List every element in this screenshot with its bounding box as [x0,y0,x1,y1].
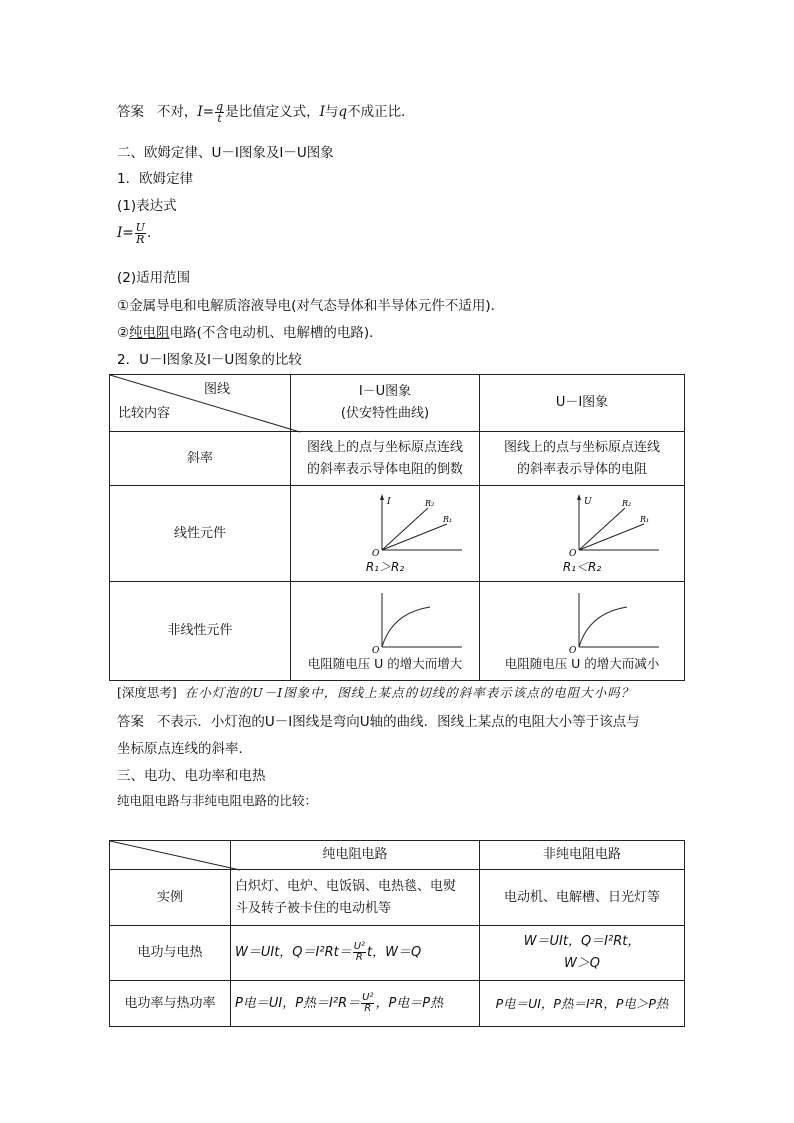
origin-label: O [372,646,380,656]
equals-sign: = [202,104,215,120]
origin-label: O [569,646,577,656]
ohm-formula [117,222,151,245]
fraction-q-over-t [215,101,224,124]
deep-answer-text-1: 不表示．小灯泡的U－I图线是弯向U轴的曲线．图线上某点的电阻大小等于该点与 [156,714,640,730]
table1-header-ui [480,375,685,432]
line-r2 [382,508,428,550]
work-nonpure-line2: W＞Q [563,956,601,971]
linear-ui-graph [527,492,650,559]
row-power-nonpure: P电＝UI，P热＝I²R，P电＞P热 [480,981,685,1027]
answer-text-post: 不成正比． [347,104,415,120]
subsection-ohm-law: 1．欧姆定律 [117,171,194,187]
section-3-intro: 纯电阻电路与非纯电阻电路的比较： [117,793,318,808]
pure-vs-nonpure-resistance-table [109,840,685,1027]
formula-den: R [136,233,145,246]
example-pure-line1: 白炽灯、电炉、电饭锅、电热毯、电熨 [235,878,457,894]
answer-label: 答案 [117,104,144,120]
linear-ui-caption: R₁＜R₂ [562,559,602,574]
header-ui-title: U－I图象 [555,395,609,410]
linear-iu-graph [330,492,453,559]
row-nonlinear-ui [480,582,685,681]
scope2-underlined: 纯电阻 [129,325,170,341]
origin-label: O [372,548,380,559]
slope-ui-line2: 的斜率表示导体的电阻 [516,461,647,477]
expression-label: (1)表达式 [117,198,177,214]
scope2-mark: ② [117,325,130,341]
table1-header-iu [291,375,480,432]
work-pure-a: W＝UIt，Q＝I²Rt＝ [235,945,352,960]
formula-dot: . [146,225,152,241]
line-r1 [382,524,447,550]
curve-label-R1: R₁ [443,514,453,524]
header-iu-subtitle: (伏安特性曲线) [340,406,430,421]
fraction-u2-over-r-2 [361,993,374,1014]
iu-ui-comparison-table [109,374,685,681]
row-linear-ui [480,486,685,582]
table2-header-nonpure: 非纯电阻电路 [480,841,685,870]
frac-den: t [217,112,222,125]
row-linear-iu [291,486,480,582]
slope-iu-line2: 的斜率表示导体电阻的倒数 [306,461,463,477]
scope2-rest: 电路(不含电动机、电解槽的电路)． [169,325,383,341]
axis-label-U: U [584,496,592,507]
power-pure-b: ，P电＝P热 [375,995,444,1011]
formula-num: U [135,221,145,234]
section-2-title: 二、欧姆定律、U－I图象及I－U图象 [117,145,334,161]
corner-top-label: 图线 [203,382,230,397]
row-example-label: 实例 [110,870,231,926]
scope-label: (2)适用范围 [117,270,191,286]
concave-curve [382,607,430,647]
deep-thinking-label: [深度思考] [117,685,177,700]
power-frac-num: U² [362,991,374,1003]
nonlinear-ui-graph [527,589,637,655]
curve-label-R2: R₂ [425,498,435,508]
frac-num: q [216,100,224,113]
var-q: q [338,104,348,120]
row-slope-ui [480,432,685,486]
deep-answer-line-2: 坐标原点连线的斜率． [117,741,252,757]
deep-answer-label: 答案 [117,714,144,730]
line-r1 [579,524,644,550]
axis-label-I: I [387,496,391,507]
row-power-pure [231,981,480,1027]
answer-text-pre: 不对， [156,104,198,120]
deep-thinking-question [117,683,634,701]
table2-corner-cell [110,841,231,870]
row-slope-label: 斜率 [110,432,291,486]
work-frac-den: R [355,952,363,963]
deep-answer-line-1 [117,710,640,730]
section-3-title: 三、电功、电功率和电热 [117,768,266,784]
concave-curve [579,607,627,647]
example-pure-line2: 斗及转子被卡住的电动机等 [235,900,392,916]
line-r2 [579,508,625,550]
row-example-pure [231,870,480,926]
power-pure-a: P电＝UI，P热＝I²R＝ [235,995,361,1011]
table1-corner-cell [110,375,291,432]
var-I-2: I [319,104,325,120]
var-I: I [197,104,203,120]
fraction-u-over-r [135,222,146,245]
row-slope-iu [291,432,480,486]
table2-header-pure: 纯电阻电路 [231,841,480,870]
row-linear-label: 线性元件 [110,486,291,582]
subsection-comparison: 2．U－I图象及I－U图象的比较 [117,352,302,368]
answer-text-mid: 是比值定义式， [225,104,320,120]
row-work-pure [231,926,480,981]
formula-I: I [117,225,123,241]
y-arrow [380,494,384,500]
answer-line-1 [117,100,415,124]
slope-ui-line1: 图线上的点与坐标原点连线 [503,439,660,455]
scope-item-1: ①金属导电和电解质溶液导电(对气态导体和半导体元件不适用)． [117,298,505,314]
nonlinear-ui-caption: 电阻随电压 U 的增大而减小 [504,656,660,671]
curve-label-R1: R₁ [640,514,650,524]
slope-iu-line1: 图线上的点与坐标原点连线 [306,439,463,455]
formula-eq: = [122,225,134,241]
power-frac-den: R [364,1002,372,1014]
nonlinear-iu-caption: 电阻随电压 U 的增大而增大 [307,656,463,671]
diagonal-line [110,841,240,870]
row-work-label: 电功与电热 [110,926,231,981]
row-nonlinear-label: 非线性元件 [110,582,291,681]
corner-bottom-label: 比较内容 [118,406,171,421]
row-work-nonpure [480,926,685,981]
origin-label: O [569,548,577,559]
scope-item-2 [117,321,383,341]
curve-label-R2: R₂ [622,498,632,508]
y-arrow [577,494,581,500]
header-iu-title: I－U图象 [358,384,412,399]
answer-text-mid2: 与 [324,104,339,120]
nonlinear-iu-graph [330,589,440,655]
linear-iu-caption: R₁＞R₂ [365,559,405,574]
deep-thinking-text: 在小灯泡的U－I图象中，图线上某点的切线的斜率表示该点的电阻大小吗？ [184,685,635,700]
work-nonpure-line1: W＝UIt，Q＝I²Rt， [523,934,641,949]
work-frac-num: U² [353,941,366,952]
fraction-u2-over-r [353,942,366,963]
row-nonlinear-iu [291,582,480,681]
row-power-label: 电功率与热功率 [110,981,231,1027]
work-pure-b: t，W＝Q [367,945,422,960]
row-example-nonpure: 电动机、电解槽、日光灯等 [480,870,685,926]
